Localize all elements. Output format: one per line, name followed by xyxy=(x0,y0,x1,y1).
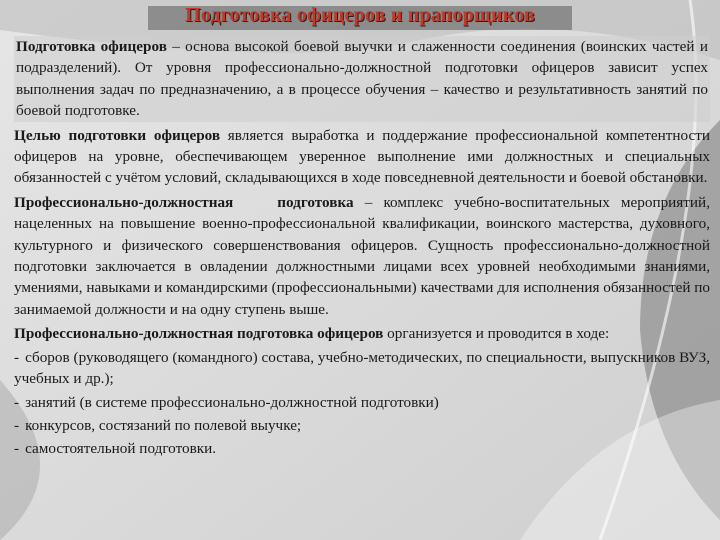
paragraph-bold-term: Профессионально-должностная xyxy=(14,193,234,211)
slide-content xyxy=(14,36,710,540)
paragraph-bold-term: Подготовка офицеров xyxy=(16,38,167,55)
list-dash: - xyxy=(14,348,20,366)
list-item-text: самостоятельной подготовки. xyxy=(25,440,217,458)
paragraph-text: – комплекс учебно-воспитательных мероприятий, нацеленных на повышение военно-профессиональной квалификации, воинского мастерства, духовного, культурного и физического совершенствования офицеров. Сущность профессионально-должностной подготовки заключается в овладении должностными лицами всех уровней необходимыми знаниями, умениями, навыками и командирскими (профессиональными) качествами для исполнения обязанностей по занимаемой должности и на одну ступень выше. xyxy=(14,193,710,318)
paragraph-text: – основа высокой боевой выучки и слаженности соединения (воинских частей и подразделений). От уровня профессионально-должностной подготовки офицеров зависит успех выполнения задач по предназначению, а в процессе обучения – качество и результативность занятий по боевой подготовке. xyxy=(16,38,709,120)
list-item-text: занятий (в системе профессионально-должностной подготовки) xyxy=(25,393,439,411)
paragraph-officer-training xyxy=(14,36,710,122)
list-dash: - xyxy=(14,393,20,411)
paragraph-bold-term: Целью подготовки офицеров xyxy=(14,126,221,144)
list-item xyxy=(14,415,710,436)
list-dash: - xyxy=(14,416,20,434)
paragraph-professional-training xyxy=(14,192,710,320)
paragraph-training-goal xyxy=(14,125,710,189)
list-item xyxy=(14,392,710,413)
paragraph-bold-term: Профессионально-должностная подготовка офицеров xyxy=(14,325,384,343)
list-dash: - xyxy=(14,440,20,458)
paragraph-bold-term: подготовка xyxy=(277,193,354,211)
paragraph-organization xyxy=(14,323,710,344)
list-item xyxy=(14,347,710,390)
slide-title: Подготовка офицеров и прапорщиков xyxy=(185,4,535,26)
list-item-text: сборов (руководящего (командного) состава, учебно-методических, по специальности, выпускников ВУЗ, учебных и др.); xyxy=(14,348,710,388)
list-item xyxy=(14,438,710,459)
list-item-text: конкурсов, состязаний по полевой выучке; xyxy=(25,416,302,434)
paragraph-text: является выработка и поддержание профессиональной компетентности офицеров на уровне, обеспечивающем уверенное выполнение ими должностных и специальных обязанностей с учётом условий, складывающихся в ходе повседневной деятельности и боевой обстановки. xyxy=(14,126,710,187)
paragraph-text: организуется и проводится в ходе: xyxy=(383,325,610,343)
